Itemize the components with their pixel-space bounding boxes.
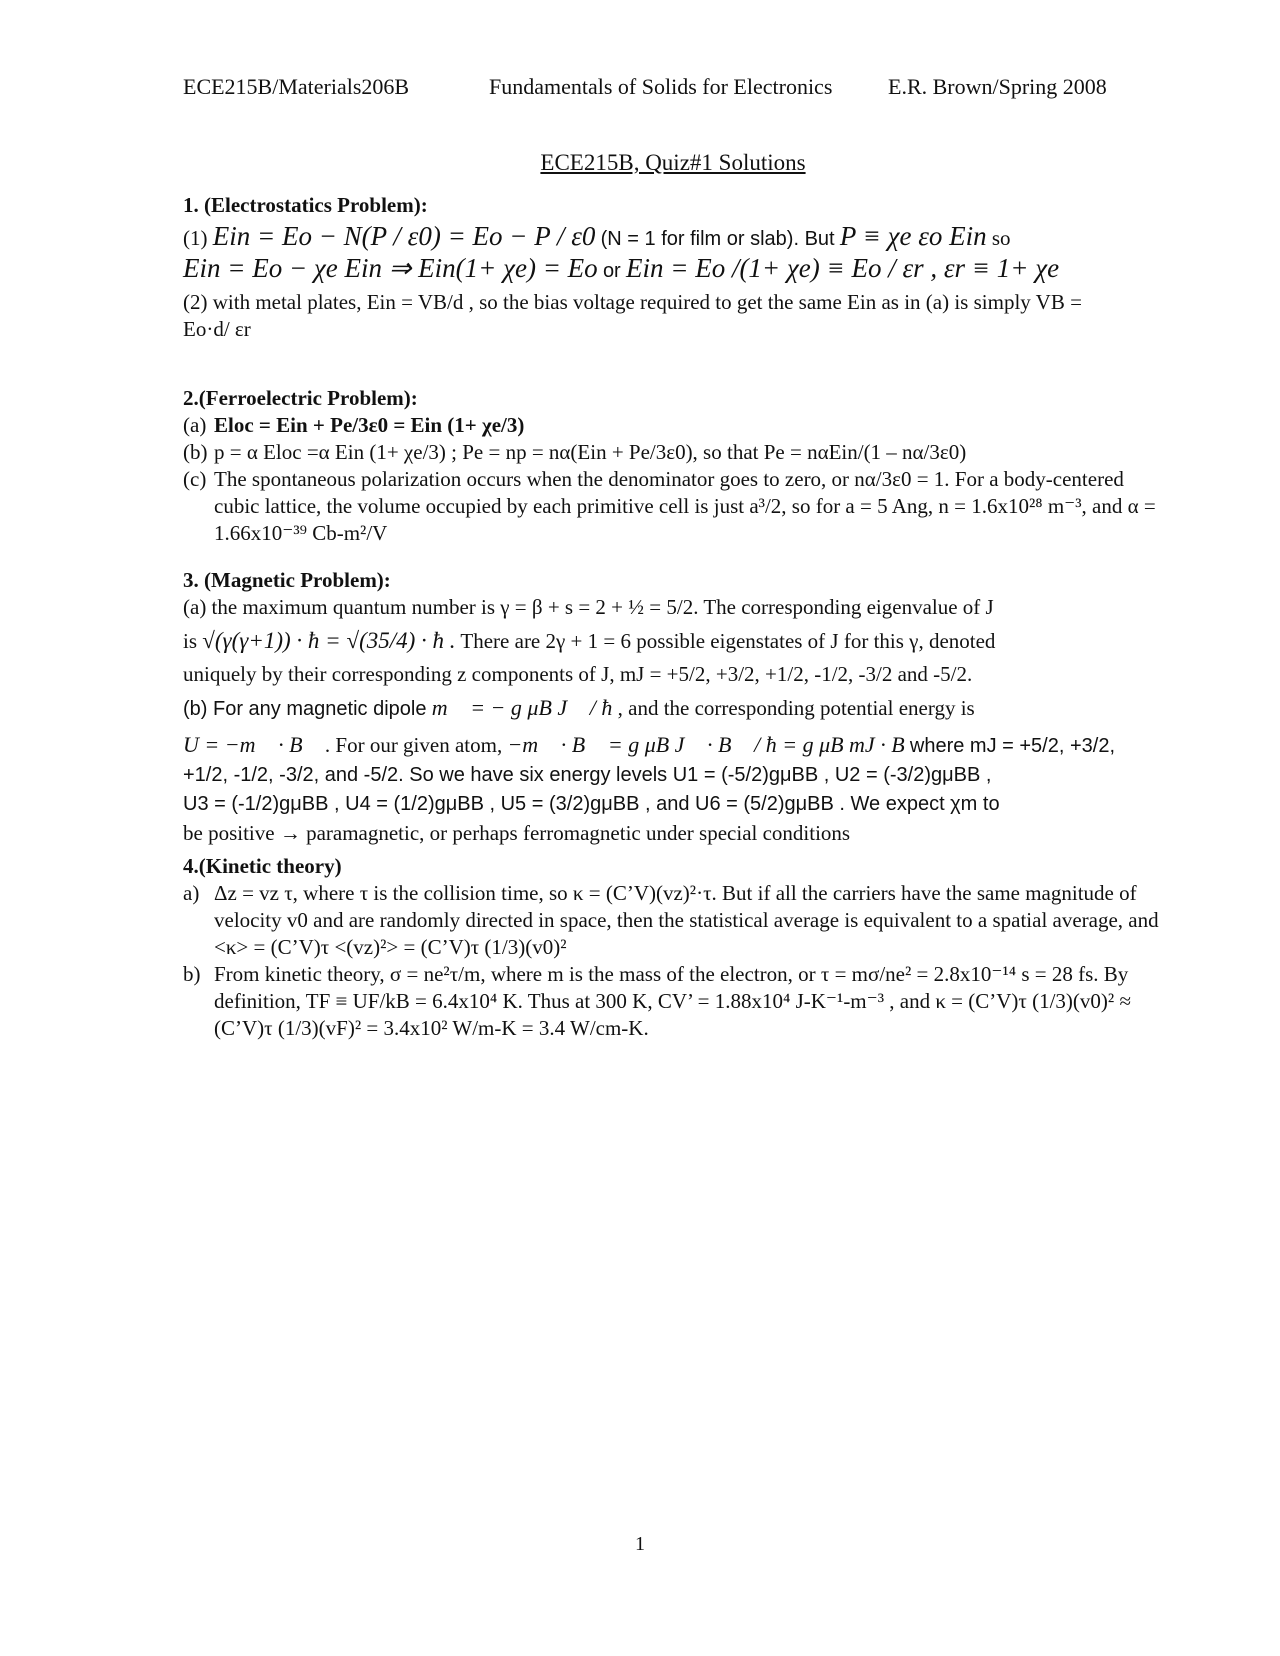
problem-2-item-b [183,439,1163,466]
problem-1-line-1 [183,223,1163,253]
dipole-equation: m⃗ = − g μB J⃗ / ħ [431,695,613,720]
problem-3-is: is [183,629,198,653]
problem-1-or: or [602,260,621,282]
header-subject: Fundamentals of Solids for Electronics [489,74,833,99]
problem-3-mj-values: where mJ = +5/2, +3/2, [909,735,1116,757]
page-number: 1 [635,1533,645,1555]
problem-3-eigenstates: There are 2γ + 1 = 6 possible eigenstates of J for this γ, denoted [460,629,996,653]
problem-3-heading: 3. (Magnetic Problem): [183,568,391,592]
header-author: E.R. Brown/Spring 2008 [888,74,1107,99]
problem-2-item-a [183,412,1163,439]
problem-1-part-2: (2) with metal plates, Ein = VB/d , so the bias voltage required to get the same Ein as in (a) is simply VB = Eo·d/ εr [183,290,1082,341]
problem-3-part-b: (b) For any magnetic dipole [183,698,427,720]
problem-3-line-3: uniquely by their corresponding z components of J, mJ = +5/2, +3/2, +1/2, -1/2, -3/2 and -5/2. [183,662,973,686]
problem-3-line-1: (a) the maximum quantum number is γ = β + s = 2 + ½ = 5/2. The corresponding eigenvalue of J [183,595,994,619]
problem-3-line-4 [183,694,1163,723]
item-c-text: The spontaneous polarization occurs when the denominator goes to zero, or nα/3ε0 = 1. For a body-centered cubic lattice, the volume occupied by each primitive cell is just a³/2, so for a = 5 Ang, n = 1.6x10²⁸ m⁻³, and α = 1.66x10⁻³⁹ Cb-m²/V [214,467,1156,545]
problem-1-equation-3: Ein = Eo − χe Ein ⇒ Ein(1+ χe) = Eo [183,253,598,283]
problem-1-equation-4: Ein = Eo /(1+ χe) ≡ Eo / εr , εr ≡ 1+ χe [625,253,1060,283]
problem-3-line-7: U3 = (-1/2)gμBB , U4 = (1/2)gμBB , U5 = (3/2)gμBB , and U6 = (5/2)gμBB . We expect χm to [183,793,1000,815]
eigenvalue-equation: √(γ(γ+1)) · ħ = √(35/4) · ħ . [202,628,456,653]
page-title: ECE215B, Quiz#1 Solutions [540,150,806,175]
problem-1-section [183,192,1163,343]
problem-3-line-6: +1/2, -1/2, -3/2, and -5/2. So we have six energy levels U1 = (-5/2)gμBB , U2 = (-3/2)gμBB , [183,764,992,786]
item-c-label: (c) [183,467,207,491]
item-a-label: (a) [183,413,207,437]
problem-4-item-b [183,961,1163,1042]
item-a-text: Eloc = Ein + Pe/3ε0 = Ein (1+ χe/3) [214,413,525,437]
atom-energy-equation: −m⃗ · B⃗ = g μB J⃗ · B⃗ / ħ = g μB mJ · B [507,732,905,757]
problem-2-item-c [183,466,1163,547]
item-b-label: b) [183,962,201,986]
problem-3-line-8: be positive → paramagnetic, or perhaps ferromagnetic under special conditions [183,821,851,845]
item-a-text: Δz = vz τ, where τ is the collision time, so κ = (C’V)(vz)²·τ. But if all the carriers have the same magnitude of velocity v0 and are randomly directed in space, then the statistical average is equivalent to a spatial average, and <κ> = (C’V)τ <(vz)²> = (C’V)τ (1/3)(v0)² [214,881,1159,959]
problem-1-heading: 1. (Electrostatics Problem): [183,193,428,217]
item-b-text: From kinetic theory, σ = ne²τ/m, where m is the mass of the electron, or τ = mσ/ne² = 2.8x10⁻¹⁴ s = 28 fs. By definition, TF ≡ UF/kB = 6.4x10⁴ K. Thus at 300 K, CV’ = 1.88x10⁴ J-K⁻¹-m⁻³ , and κ = (C’V)τ (1/3)(v0)² ≈ (C’V)τ (1/3)(vF)² = 3.4x10² W/m-K = 3.4 W/cm-K. [214,962,1131,1040]
problem-3-line-2 [183,627,1163,655]
problem-3-line-5 [183,731,1163,760]
item-a-label: a) [183,881,200,905]
problem-3-potential: , and the corresponding potential energy is [617,696,975,720]
problem-3-given-atom: . For our given atom, [324,733,503,757]
problem-1-equation-2: P ≡ χe εo Ein [839,221,987,251]
problem-4-item-a [183,880,1163,961]
problem-1-line-2 [183,255,1163,285]
header-course: ECE215B/Materials206B [183,74,410,99]
item-b-label: (b) [183,440,208,464]
problem-3-section [183,567,1163,847]
problem-1-label: (1) [183,226,208,250]
potential-energy-equation: U = −m⃗ · B⃗ [183,732,320,757]
problem-4-heading: 4.(Kinetic theory) [183,854,342,878]
item-b-text: p = α Eloc =α Ein (1+ χe/3) ; Pe = np = nα(Ein + Pe/3ε0), so that Pe = nαEin/(1 – nα/3ε0) [214,440,967,464]
problem-1-equation-1: Ein = Eo − N(P / ε0) = Eo − P / ε0 [212,221,596,251]
problem-2-section [183,385,1163,547]
problem-1-so: so [991,226,1011,250]
problem-2-heading: 2.(Ferroelectric Problem): [183,386,418,410]
problem-1-note: (N = 1 for film or slab). But [600,228,835,250]
problem-4-section [183,853,1163,1042]
